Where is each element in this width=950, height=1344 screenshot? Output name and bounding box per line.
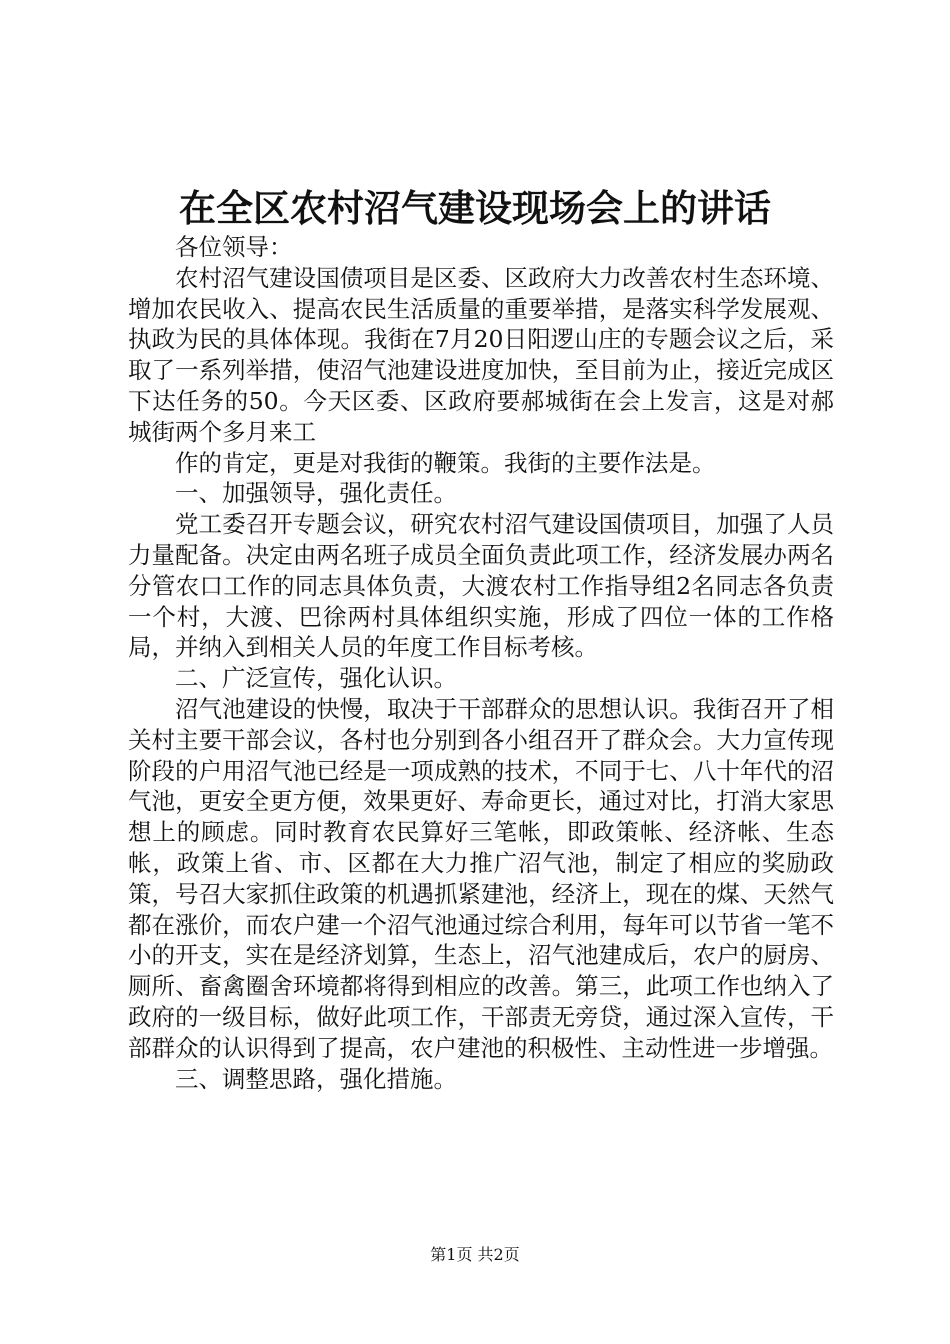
salutation: 各位领导： (175, 233, 293, 261)
paragraph-section-1: 党工委召开专题会议，研究农村沼气建设国债项目，加强了人员力量配备。决定由两名班子成员全面负责此项工作，经济发展办两名分管农口工作的同志具体负责，大渡农村工作指导组2名同志各负责一个村，大渡、巴徐两村具体组织实施，形成了四位一体的工作格局，并纳入到相关人员的年度工作目标考核。 (128, 510, 834, 662)
section-heading-3: 三、调整思路，强化措施。 (175, 1064, 457, 1093)
paragraph-intro: 农村沼气建设国债项目是区委、区政府大力改善农村生态环境、增加农民收入、提高农民生活质量的重要举措，是落实科学发展观、执政为民的具体体现。我街在7月20日阳逻山庄的专题会议之后，采取了一系列举措，使沼气池建设进度加快，至目前为止，接近完成区下达任务的50。今天区委、区政府要郝城街在会上发言，这是对郝城街两个多月来工 (128, 263, 834, 446)
page-number-footer: 第1页 共2页 (430, 1245, 520, 1264)
document-body (128, 232, 834, 1094)
paragraph-section-2: 沼气池建设的快慢，取决于干部群众的思想认识。我街召开了相关村主要干部会议，各村也分别到各小组召开了群众会。大力宣传现阶段的户用沼气池已经是一项成熟的技术，不同于七、八十年代的沼气池，更安全更方便，效果更好、寿命更长，通过对比，打消大家思想上的顾虑。同时教育农民算好三笔帐，即政策帐、经济帐、生态帐，政策上省、市、区都在大力推广沼气池，制定了相应的奖励政策，号召大家抓住政策的机遇抓紧建池，经济上，现在的煤、天然气都在涨价，而农户建一个沼气池通过综合利用，每年可以节省一笔不小的开支，实在是经济划算，生态上，沼气池建成后，农户的厨房、厕所、畜禽圈舍环境都将得到相应的改善。第三，此项工作也纳入了政府的一级目标，做好此项工作，干部责无旁贷，通过深入宣传，干部群众的认识得到了提高，农户建池的积极性、主动性进一步增强。 (128, 694, 834, 1062)
section-heading-2: 二、广泛宣传，强化认识。 (175, 664, 457, 693)
section-heading-1: 一、加强领导，强化责任。 (175, 479, 457, 508)
paragraph-intro-continued: 作的肯定，更是对我街的鞭策。我街的主要作法是。 (175, 448, 716, 477)
document-title: 在全区农村沼气建设现场会上的讲话 (179, 186, 771, 230)
